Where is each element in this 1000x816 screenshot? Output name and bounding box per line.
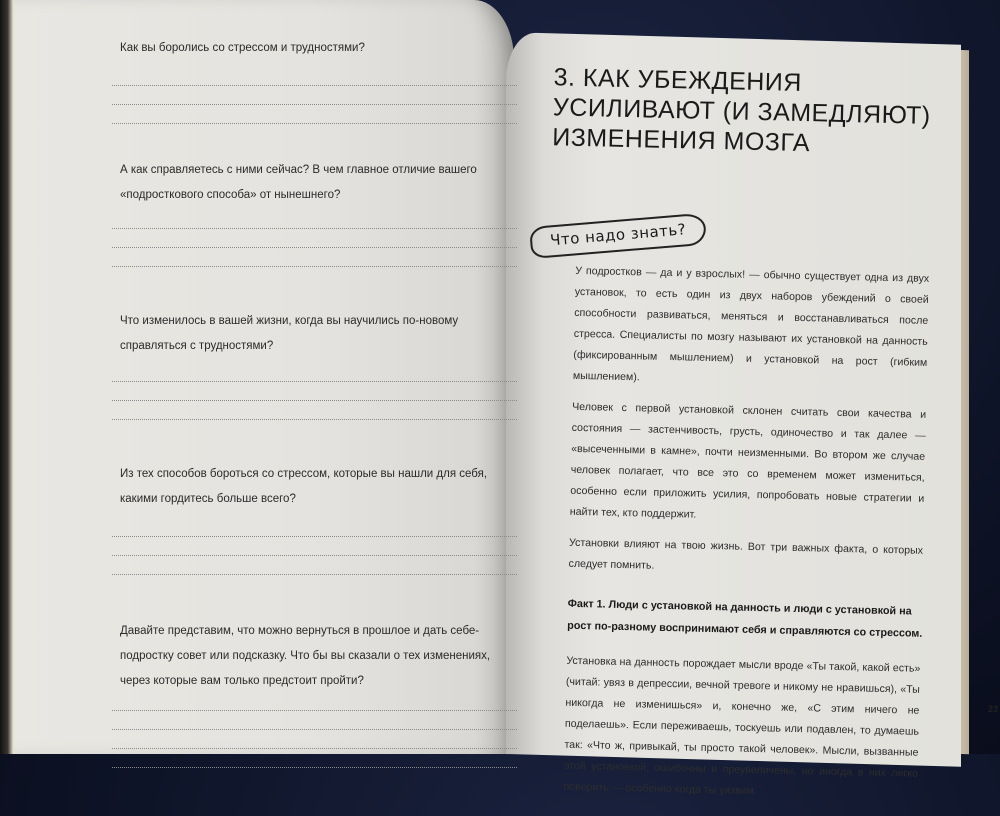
question-block-2: [120, 158, 510, 267]
question-text: Из тех способов бороться со стрессом, которые вы нашли для себя, какими гордитесь больше всего?: [120, 468, 488, 505]
question-block-5: [120, 619, 510, 768]
fact-heading: Факт 1. Люди с установкой на данность и люди с установкой на рост по-разному воспринимают себя и справляются со стрессом.: [567, 597, 923, 640]
question-block-1: [120, 36, 510, 124]
question-text: Давайте представим, что можно вернуться в прошлое и дать себе-подростку совет или подсказку. Что бы вы сказали о тех изменениях, через которые вам только предстоит пройти?: [120, 625, 491, 687]
answer-line[interactable]: [112, 104, 517, 105]
answer-line[interactable]: [112, 85, 517, 86]
section-badge: Что надо знать?: [529, 213, 707, 259]
answer-line[interactable]: [112, 748, 517, 749]
question-text: А как справляетесь с ними сейчас? В чем главное отличие вашего «подросткового способа» от нынешнего?: [120, 164, 477, 201]
answer-line[interactable]: [112, 400, 517, 401]
answer-line[interactable]: [112, 574, 517, 575]
question-text: Что изменилось в вашей жизни, когда вы научились по-новому справляться с трудностями?: [120, 315, 459, 352]
answer-line[interactable]: [112, 710, 517, 711]
answer-line[interactable]: [112, 536, 517, 537]
chapter-content: [523, 62, 940, 816]
fact-paragraph: Установка на данность порождает мысли вроде «Ты такой, какой есть» (читай: увяз в депрессии, вечной тревоге и никому не нравишься), «Ты никогда не изменишься» и, конечно же, «С этим ничего не поделаешь». Если переживаешь, тоскуешь или подавлен, то думаешь так: «Что ж, привыкай, ты просто такой человек». Мысли, вызванные этой установкой, ошибочны и преувеличены, но иногда в них легко поверить — особенно когда ты уязвим.: [563, 654, 921, 798]
answer-line[interactable]: [112, 729, 517, 730]
answer-line[interactable]: [112, 247, 517, 248]
question-text: Как вы боролись со стрессом и трудностями?: [120, 42, 365, 54]
answer-line[interactable]: [112, 767, 517, 768]
answer-line[interactable]: [112, 228, 517, 229]
question-block-3: [120, 309, 510, 420]
chapter-title: 3. КАК УБЕЖДЕНИЯ УСИЛИВАЮТ (И ЗАМЕДЛЯЮТ) ИЗМЕНЕНИЯ МОЗГА: [551, 63, 931, 158]
body-paragraph: Установки влияют на твою жизнь. Вот три важных факта, о которых следует помнить.: [568, 536, 924, 572]
answer-line[interactable]: [112, 266, 517, 267]
question-block-4: [120, 462, 510, 575]
page-number: 23: [988, 704, 999, 714]
body-paragraph: Человек с первой установкой склонен считать свои качества и состояния — застенчивость, грусть, одиночество и так далее — «высеченными в камне», почти неизменными. Во втором же случае человек полагает, что все это со временем может измениться, особенно если приложить усилия, попробовать новые стратегии и найти тех, кто поддержит.: [569, 400, 927, 521]
answer-line[interactable]: [112, 555, 517, 556]
answer-line[interactable]: [112, 419, 517, 420]
worksheet: [120, 36, 510, 768]
answer-line[interactable]: [112, 381, 517, 382]
body-paragraph: У подростков — да и у взрослых! — обычно существует одна из двух установок, то есть один из двух наборов убеждений о своей способности развиваться, меняться и восстанавливаться после стресса. Специалисты по мозгу называют их установкой на данность (фиксированным мышлением) и установкой на рост (гибким мышлением).: [572, 264, 930, 384]
answer-line[interactable]: [112, 123, 517, 124]
